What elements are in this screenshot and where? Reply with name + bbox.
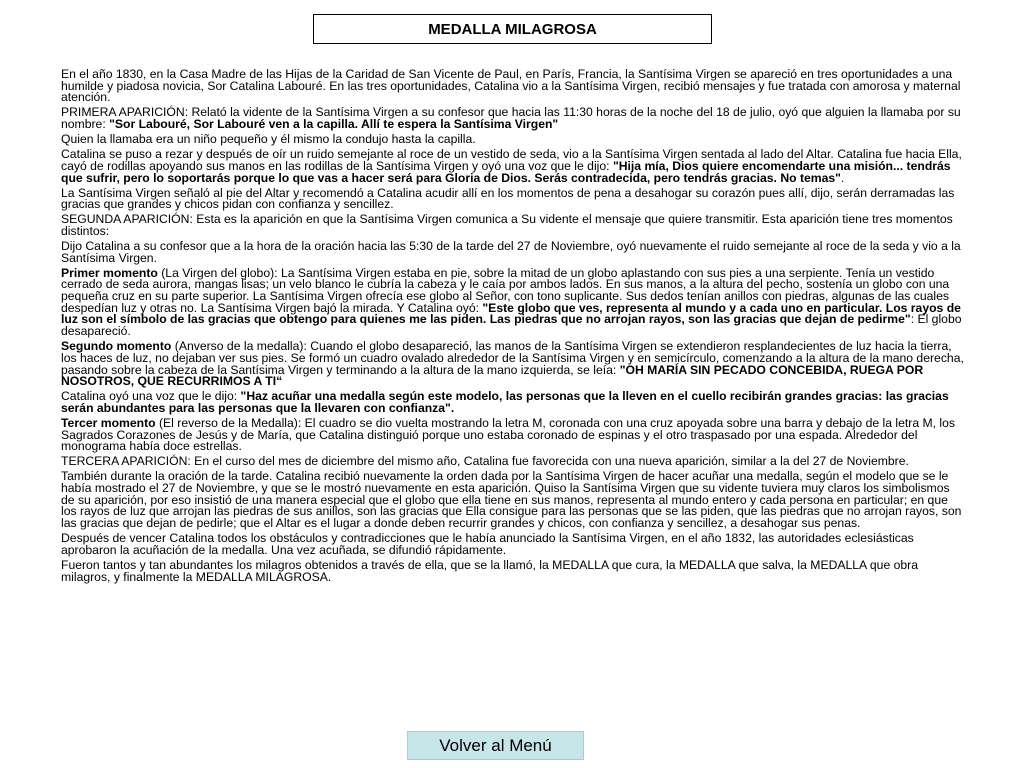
bold-text-run: "Hija mía, Dios quiere encomendarte una misión... tendrás que sufrir, pero lo soportarás porque lo que vas a hacer será para Gloria de Dios. Serás contradecida, pero tendrás gracias. No temas": [61, 158, 951, 185]
bold-text-run: "OH MARÍA SIN PECADO CONCEBIDA, RUEGA POR NOSOTROS, QUE RECURRIMOS A TI“: [61, 362, 924, 389]
text-run: Fueron tantos y tan abundantes los milagros obtenidos a través de ella, que se la llamó, la MEDALLA que cura, la MEDALLA que salva, la MEDALLA que obra milagros, y finalmente la MEDALLA MILAGROSA.: [61, 557, 919, 584]
text-run: SEGUNDA APARICIÓN: Esta es la aparición en que la Santísima Virgen comunica a Su vidente el mensaje que quiere transmitir. Esta aparición tiene tres momentos distintos:: [61, 212, 953, 238]
text-run: (La Virgen del globo): La Santísima Virgen estaba en pie, sobre la mitad de un globo aplastando con sus pies a una serpiente. Tenía un vestido cerrado de seda aurora, mangas lisas; un velo blanco le cubría la cabeza y le caía por ambos lados. En sus manos, a la altura del pecho, sostenía un globo con una pequeña cruz en su parte superior. La Santísima Virgen ofrecía ese globo al Señor, con tono suplicante. Sus dedos tenían anillos con piedras, algunas de las cuales despedían luz y otras no. La Santísima Virgen bajó la mirada. Y Catalina oyó:: [61, 265, 950, 315]
text-run: TERCERA APARICIÓN: En el curso del mes de diciembre del mismo año, Catalina fue favorecida con una nueva aparición, similar a la del 27 de Noviembre.: [61, 454, 909, 469]
text-run: PRIMERA APARICIÓN: Relató la vidente de la Santísima Virgen a su confesor que hacia las 11:30 horas de la noche del 18 de julio, oyó que alguien la llamaba por su nombre:: [61, 105, 961, 132]
text-run: Dijo Catalina a su confesor que a la hora de la oración hacia las 5:30 de la tarde del 27 de Noviembre, oyó nuevamente el ruido semejante al roce de la seda y vio a la Santísima Virgen.: [61, 238, 961, 265]
paragraph: [61, 149, 966, 184]
paragraph: [61, 265, 966, 339]
bold-text-run: Segundo momento: [61, 339, 172, 354]
page-title: MEDALLA MILAGROSA: [313, 14, 712, 44]
bold-text-run: "Sor Labouré, Sor Labouré ven a la capilla. Allí te espera la Santísima Virgen": [109, 117, 559, 132]
paragraph: [61, 214, 966, 237]
paragraph: [61, 391, 966, 414]
paragraph: [61, 134, 966, 146]
text-run: Quien la llamaba era un niño pequeño y él mismo la condujo hasta la capilla.: [61, 132, 476, 147]
paragraph: [61, 533, 966, 556]
text-run: Después de vencer Catalina todos los obstáculos y contradicciones que le había anunciado la Santísima Virgen, en el año 1832, las autoridades eclesiásticas aprobaron la acuñación de la medalla. Una vez acuñada, se difundió rápidamente.: [61, 531, 914, 557]
text-run: .: [840, 170, 845, 185]
paragraph: [61, 456, 966, 468]
text-run: También durante la oración de la tarde. Catalina recibió nuevamente la orden dada por la Santísima Virgen de hacer acuñar una medalla, según el modelo que se le había mostrado el 27 de Noviembre, y que se le mostró nuevamente en esta aparición. Quiso la Santísima Virgen que su vidente tuviera muy claros los simbolismos de su aparición, por eso insistió de una manera especial que el globo que ella tiene en sus manos, representa al mundo entero y cada persona en particular; en que los rayos de luz que arrojan las piedras de sus anillos, son las gracias que Ella consigue para las personas que se las piden, que las piedras que no arrojan rayos, son las gracias que dejan de pedirle; que el Altar es el lugar a donde deben recurrir grandes y chicos, con confianza y sencillez, a desahogar sus penas.: [61, 469, 962, 531]
paragraph: [61, 415, 966, 454]
text-run: En el año 1830, en la Casa Madre de las Hijas de la Caridad de San Vicente de Paul, en París, Francia, la Santísima Virgen se apareció en tres oportunidades a una humilde y piadosa novicia, Sor Catalina Labouré. En las tres oportunidades, Catalina vio a la Santísima Virgen, recibió mensajes y fue tratada con amorosa y maternal atención.: [61, 67, 961, 105]
text-run: (El reverso de la Medalla): El cuadro se dio vuelta mostrando la letra M, coronada con una cruz apoyada sobre una barra y debajo de la letra M, los Sagrados Corazones de Jesús y de María, que Catalina distinguió porque uno estaba coronado de espinas y el otro traspasado por una espada. Alrededor del monograma había doce estrellas.: [61, 415, 955, 454]
text-run: La Santísima Virgen señaló al pie del Altar y recomendó a Catalina acudir allí en los momentos de pena a desahogar su corazón pues allí, dijo, serán derramadas las gracias que grandes y chicos pidan con confianza y sencillez.: [61, 185, 955, 212]
bold-text-run: "Este globo que ves, representa al mundo y a cada uno en particular. Los rayos de luz son el símbolo de las gracias que obtengo para quienes me las piden. Las piedras que no arrojan rayos, son las gracias que dejan de pedirme": [61, 300, 961, 327]
bold-text-run: "Haz acuñar una medalla según este modelo, las personas que la lleven en el cuello recibirán grandes gracias: las gracias serán abundantes para las personas que la llevaren con confianza".: [61, 389, 949, 415]
paragraph: [61, 341, 966, 388]
paragraph: [61, 107, 966, 130]
text-run: (Anverso de la medalla): Cuando el globo desapareció, las manos de la Santísima Virgen se extendieron resplandecientes de luz hacia la tierra, los haces de luz, no dejaban ver sus pies. Se formó un cuadro ovalado alrededor de la Santísima Virgen y en semicírculo, comenzando a la altura de la mano derecha, pasando sobre la cabeza de la Santísima Virgen y terminando a la altura de la mano izquierda, se leía:: [61, 339, 964, 377]
text-run: Catalina se puso a rezar y después de oír un ruido semejante al roce de un vestido de seda, vio a la Santísima Virgen sentada al lado del Altar. Catalina fue hacia Ella, cayó de rodillas apoyando sus manos en las rodillas de la Santísima Virgen y oyó una voz que le dijo:: [61, 147, 962, 173]
paragraph: [61, 471, 966, 530]
bold-text-run: Primer momento: [61, 265, 158, 280]
paragraph: [61, 238, 966, 265]
paragraph: [61, 69, 966, 104]
text-run: : El globo desapareció.: [61, 312, 962, 339]
bold-text-run: Tercer momento: [61, 415, 156, 430]
back-to-menu-button[interactable]: Volver al Menú: [407, 731, 584, 760]
paragraph: [61, 557, 966, 584]
paragraph: [61, 185, 966, 212]
text-run: Catalina oyó una voz que le dijo:: [61, 389, 241, 404]
document-body: [61, 69, 966, 587]
